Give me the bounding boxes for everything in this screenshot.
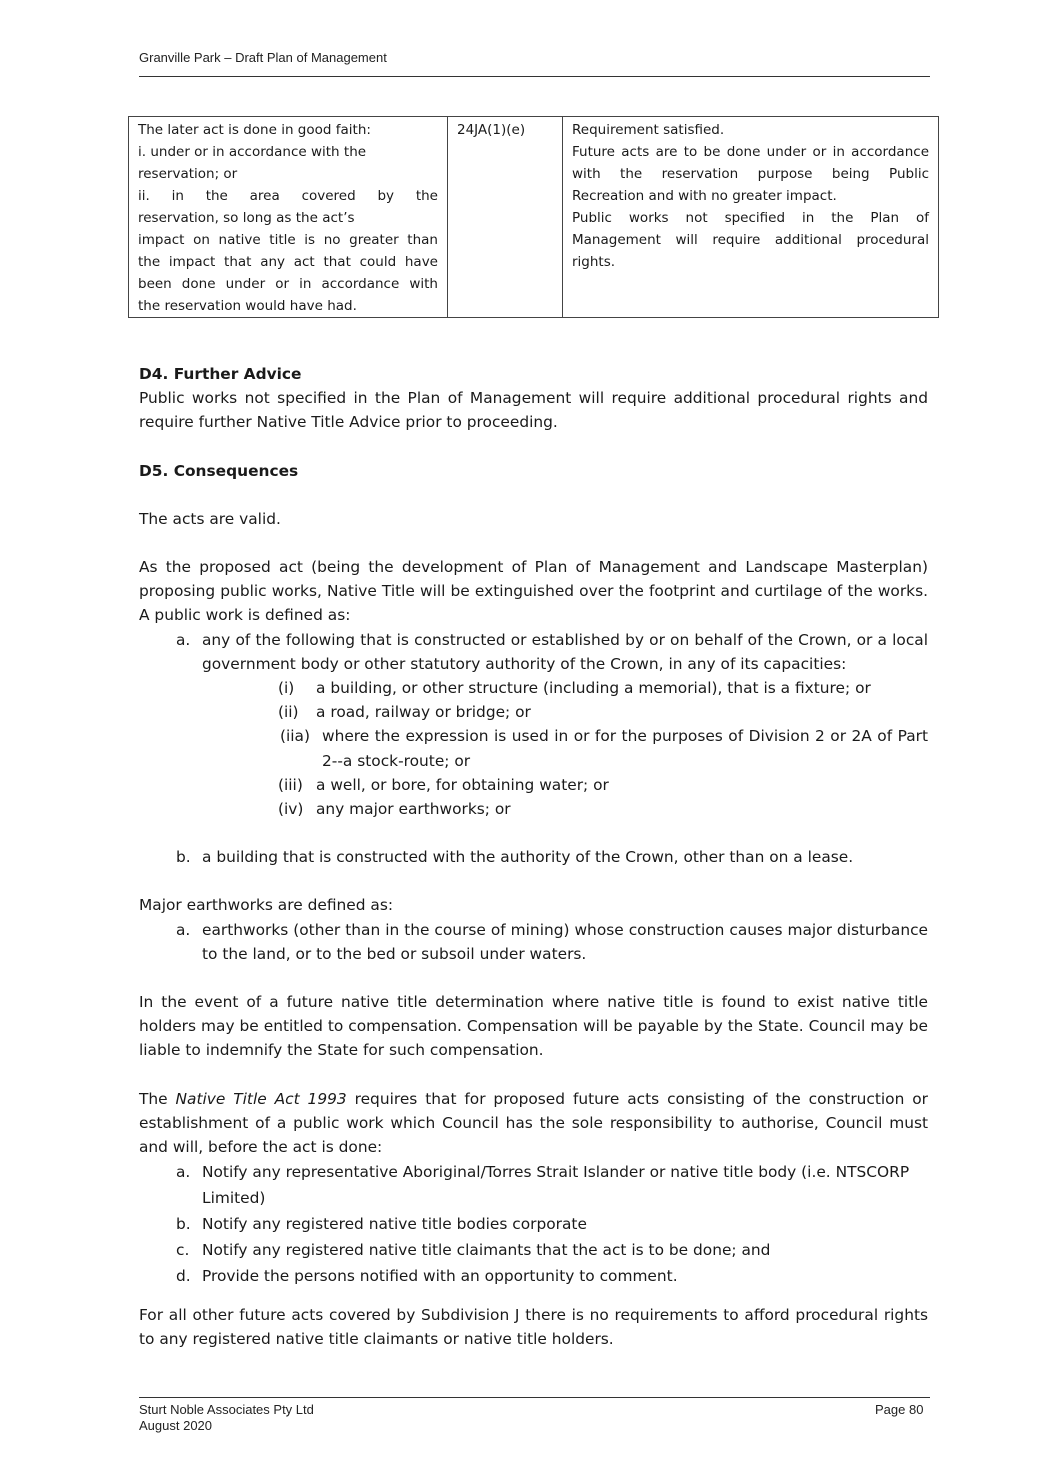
footer-left: [139, 1402, 314, 1434]
closing-paragraph: For all other future acts covered by Subdivision J there is no requirements to afford procedural rights to any registered native title claimants or native title holders.: [139, 1306, 928, 1349]
native-title-table: [128, 116, 939, 318]
d4-paragraph: Public works not specified in the Plan of Management will require additional procedural rights and require further Native Title Advice prior to proceeding.: [139, 389, 928, 432]
header-rule: [139, 76, 930, 77]
public-work-intro: As the proposed act (being the development of Plan of Management and Landscape Masterplan) proposing public works, Native Title will be extinguished over the footprint and curtilage of the works. A public work is defined as:: [139, 558, 928, 625]
list-item: (ii) a road, railway or bridge; or: [278, 703, 531, 722]
list-item: (iv) any major earthworks; or: [278, 800, 511, 819]
act-name: Native Title Act 1993: [175, 1089, 347, 1108]
heading-d4: D4. Further Advice: [139, 365, 302, 383]
list-item: (iia) where the expression is used in or for the purposes of Division 2 or 2A of Part 2--a stock-route; or: [280, 727, 928, 770]
list-item: a. any of the following that is constructed or established by or on behalf of the Crown, or a local government body or other statutory authority of the Crown, in any of its capacities:: [176, 630, 928, 673]
heading-d5: D5. Consequences: [139, 461, 299, 480]
list-item: (i) a building, or other structure (including a memorial), that is a fixture; or: [278, 679, 871, 698]
footer-date: August 2020: [139, 1418, 213, 1433]
page-number: Page 80: [875, 1402, 924, 1417]
nta-paragraph: The Native Title Act 1993 requires that for proposed future acts consisting of the construction or establishment of a public work which Council has the sole responsibility to authorise, Council must and will, before the act is done:: [139, 1089, 928, 1157]
valid-paragraph: The acts are valid.: [139, 509, 281, 528]
table-cell-section: 24JA(1)(e): [448, 117, 563, 318]
table-row: [129, 117, 939, 318]
list-item: b. Notify any registered native title bodies corporate: [176, 1215, 587, 1234]
list-item: (iii) a well, or bore, for obtaining water; or: [278, 775, 609, 794]
page-header-title: Granville Park – Draft Plan of Management: [139, 50, 387, 65]
list-item: a. Notify any representative Aboriginal/Torres Strait Islander or native title body (i.e. NTSCORP Limited): [176, 1163, 910, 1208]
body-content: [139, 362, 928, 1352]
list-item: d. Provide the persons notified with an opportunity to comment.: [176, 1267, 678, 1286]
table-cell-comment: Requirement satisfied. Future acts are to be done under or in accordance with the reservation purpose being Public Recreation and with no greater impact. Public works not specified in the Plan of Management will require additional procedural rights.: [563, 117, 939, 318]
compensation-paragraph: In the event of a future native title determination where native title is found to exist native title holders may be entitled to compensation. Compensation will be payable by the State. Council may be liable to indemnify the State for such compensation.: [139, 993, 928, 1060]
list-item: c. Notify any registered native title claimants that the act is to be done; and: [176, 1241, 771, 1260]
footer-company: Sturt Noble Associates Pty Ltd: [139, 1402, 314, 1417]
list-item: b. a building that is constructed with the authority of the Crown, other than on a lease.: [176, 848, 854, 867]
list-item: a. earthworks (other than in the course of mining) whose construction causes major disturbance to the land, or to the bed or subsoil under waters.: [176, 920, 928, 963]
footer-rule: [139, 1397, 930, 1398]
table-cell-requirement: The later act is done in good faith: i. under or in accordance with the reservation; or ii. in the area covered by the reservation, so long as the act’s impact on native title is no greater than the impact that any act that could have been done under or in accordance with the reservation would have had.: [129, 117, 448, 318]
earthworks-intro: Major earthworks are defined as:: [139, 896, 394, 915]
